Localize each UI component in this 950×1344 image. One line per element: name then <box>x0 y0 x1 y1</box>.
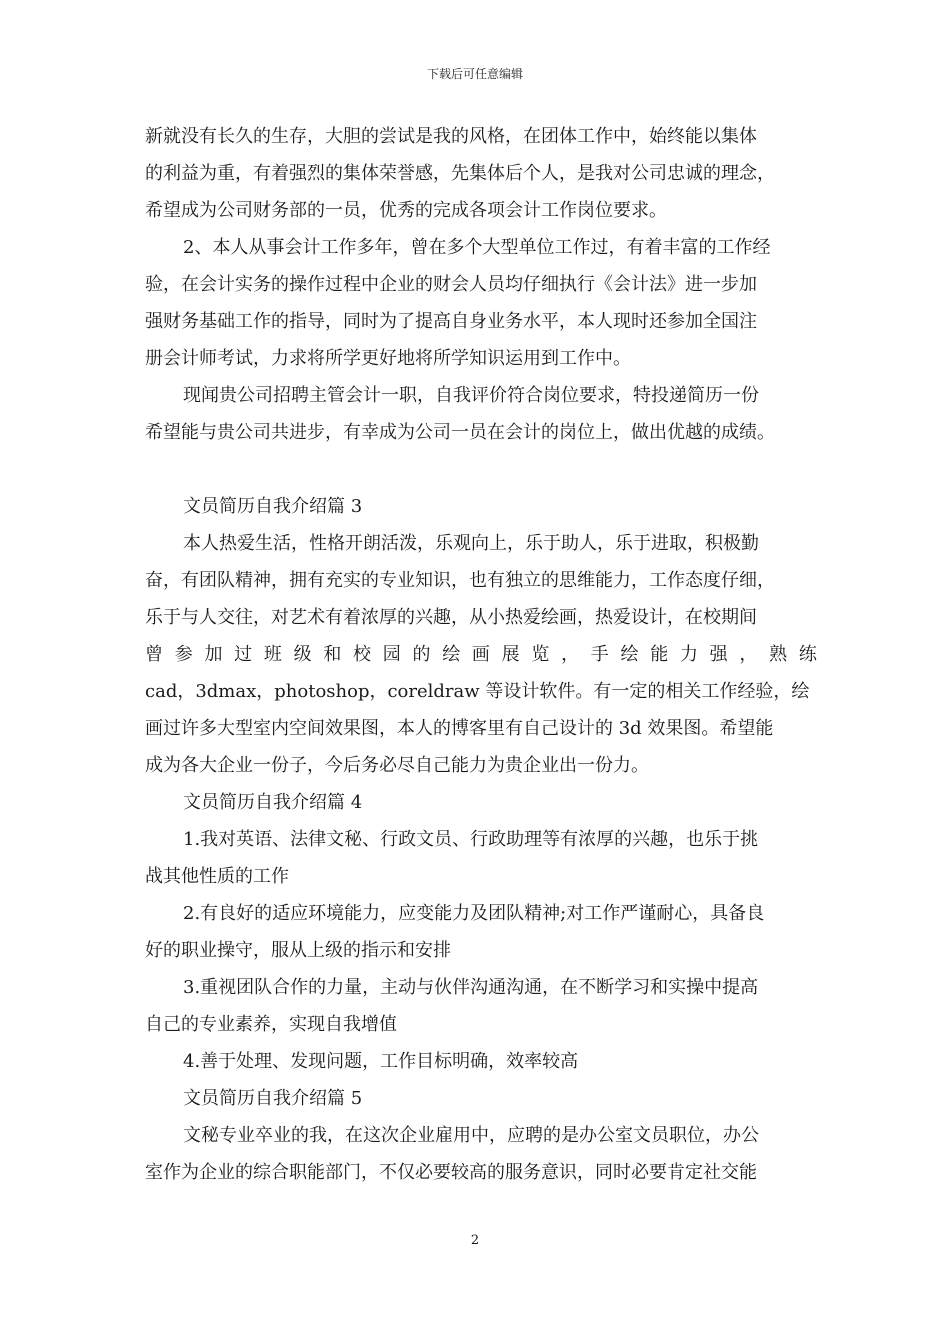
paragraph-spacer <box>145 451 817 488</box>
justified-char: ， <box>561 644 580 665</box>
justified-char: ， <box>739 644 758 665</box>
justified-char: 览 <box>531 644 550 665</box>
paragraph-line: 3.重视团队合作的力量，主动与伙伴沟通沟通，在不断学习和实操中提高 <box>183 977 759 998</box>
paragraph-line: 希望能与贵公司共进步，有幸成为公司一员在会计的岗位上，做出优越的成绩。 <box>145 422 775 443</box>
justified-char: 级 <box>293 644 312 665</box>
paragraph-line: cad，3dmax，photoshop，coreldraw 等设计软件。有一定的相关工作经验，绘 <box>145 681 810 702</box>
paragraph-line: 希望成为公司财务部的一员，优秀的完成各项会计工作岗位要求。 <box>145 200 667 221</box>
justified-char: 能 <box>650 644 669 665</box>
justified-char: 过 <box>234 644 253 665</box>
paragraph-line: 本人热爱生活，性格开朗活泼，乐观向上，乐于助人，乐于进取，积极勤 <box>183 533 759 554</box>
justified-line <box>145 636 817 673</box>
paragraph-line: 强财务基础工作的指导，同时为了提高自身业务水平，本人现时还参加全国注 <box>145 311 757 332</box>
paragraph-line: 画过许多大型室内空间效果图，本人的博客里有自己设计的 3d 效果图。希望能 <box>145 718 774 739</box>
justified-char: 绘 <box>442 644 461 665</box>
paragraph-line: 战其他性质的工作 <box>145 866 289 887</box>
justified-char: 画 <box>471 644 490 665</box>
justified-char: 强 <box>709 644 728 665</box>
justified-char: 绘 <box>620 644 639 665</box>
paragraph-line: 乐于与人交往，对艺术有着浓厚的兴趣，从小热爱绘画，热爱设计，在校期间 <box>145 607 757 628</box>
paragraph-line: 奋，有团队精神，拥有充实的专业知识，也有独立的思维能力，工作态度仔细， <box>145 570 775 591</box>
justified-char: 展 <box>501 644 520 665</box>
paragraph-line: 的利益为重，有着强烈的集体荣誉感，先集体后个人，是我对公司忠诚的理念， <box>145 163 775 184</box>
justified-char: 力 <box>679 644 698 665</box>
paragraph-line: 室作为企业的综合职能部门，不仅必要较高的服务意识，同时必要肯定社交能 <box>145 1162 757 1183</box>
justified-char: 手 <box>590 644 609 665</box>
justified-char: 的 <box>412 644 431 665</box>
justified-char: 加 <box>204 644 223 665</box>
section-heading: 文员简历自我介绍篇 3 <box>183 496 363 517</box>
justified-char: 园 <box>382 644 401 665</box>
paragraph-line: 自己的专业素养，实现自我增值 <box>145 1014 397 1035</box>
paragraph-line: 2.有良好的适应环境能力，应变能力及团队精神;对工作严谨耐心，具备良 <box>183 903 765 924</box>
document-body <box>145 118 817 1191</box>
paragraph-line: 1.我对英语、法律文秘、行政文员、行政助理等有浓厚的兴趣，也乐于挑 <box>183 829 759 850</box>
paragraph-line: 新就没有长久的生存，大胆的尝试是我的风格，在团体工作中，始终能以集体 <box>145 126 757 147</box>
justified-char: 练 <box>798 644 817 665</box>
page-header: 下载后可任意编辑 <box>426 67 523 81</box>
justified-char: 熟 <box>769 644 788 665</box>
paragraph-line: 验，在会计实务的操作过程中企业的财会人员均仔细执行《会计法》进一步加 <box>145 274 757 295</box>
paragraph-line: 2、本人从事会计工作多年，曾在多个大型单位工作过，有着丰富的工作经 <box>183 237 771 258</box>
paragraph-line: 册会计师考试，力求将所学更好地将所学知识运用到工作中。 <box>145 348 631 369</box>
page-number: 2 <box>470 1233 480 1248</box>
section-heading: 文员简历自我介绍篇 4 <box>183 792 363 813</box>
paragraph-line: 4.善于处理、发现问题，工作目标明确，效率较高 <box>183 1051 579 1072</box>
paragraph-line: 好的职业操守，服从上级的指示和安排 <box>145 940 451 961</box>
justified-char: 班 <box>263 644 282 665</box>
justified-char: 校 <box>353 644 372 665</box>
paragraph-line: 成为各大企业一份子，今后务必尽自己能力为贵企业出一份力。 <box>145 755 649 776</box>
section-heading: 文员简历自我介绍篇 5 <box>183 1088 363 1109</box>
justified-char: 参 <box>174 644 193 665</box>
justified-char: 和 <box>323 644 342 665</box>
justified-char: 曾 <box>145 644 163 665</box>
paragraph-line: 现闻贵公司招聘主管会计一职，自我评价符合岗位要求，特投递简历一份 <box>183 385 759 406</box>
paragraph-line: 文秘专业卒业的我，在这次企业雇用中，应聘的是办公室文员职位，办公 <box>183 1125 759 1146</box>
